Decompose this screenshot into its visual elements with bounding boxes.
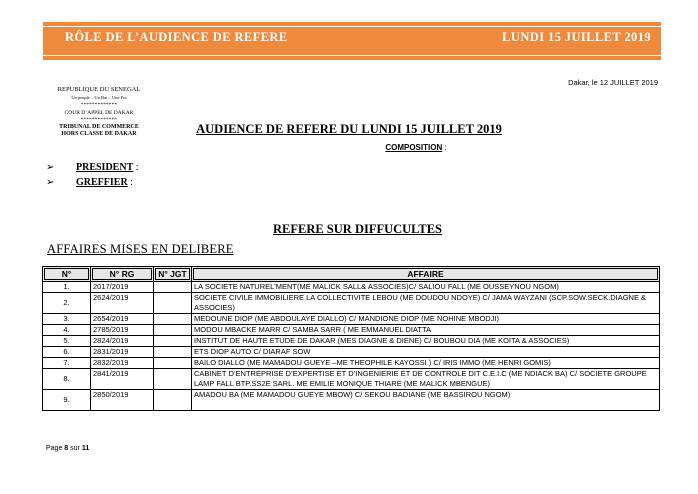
table-row bbox=[43, 390, 660, 411]
table-row bbox=[43, 293, 660, 314]
banner-title: RÔLE DE L’AUDIENCE DE REFERE bbox=[65, 30, 288, 44]
cell-rg: 2831/2019 bbox=[91, 347, 154, 358]
arrow-bullet-icon: ➢ bbox=[46, 162, 55, 173]
cell-jgt bbox=[154, 282, 192, 293]
footer-page-total: 11 bbox=[81, 445, 90, 452]
cell-num: 9. bbox=[43, 390, 91, 411]
cell-jgt bbox=[154, 293, 192, 314]
cell-num: 4. bbox=[43, 325, 91, 336]
date-line: Dakar, le 12 JUILLET 2019 bbox=[568, 78, 658, 87]
table-row bbox=[43, 282, 660, 293]
tribunal-name: TRIBUNAL DE COMMERCE bbox=[59, 124, 139, 130]
affaires-title: AFFAIRES MISES EN DELIBERE bbox=[47, 242, 234, 256]
cell-affaire: AMADOU BA (ME MAMADOU GUEYE MBOW) C/ SEKOU BADIANE (ME BASSIROU NGOM) bbox=[192, 390, 660, 411]
footer-of-label: sur bbox=[68, 445, 82, 452]
cell-affaire: ETS DIOP AUTO C/ DIARAF SOW bbox=[192, 347, 660, 358]
cell-rg: 2017/2019 bbox=[91, 282, 154, 293]
table-row bbox=[43, 325, 660, 336]
cell-jgt bbox=[154, 325, 192, 336]
cell-affaire: CABINET D’ENTREPRISE D’EXPERTISE ET D’INGENIERIE ET DE CONTROLE DIT C.E.I.C (ME NDIACK BA) C/ SOCIETE GROUPE LAMP FALL BTP.SS2E SARL. ME EMILIE MONIQUE THIARE (ME MALICK MBENGUE) bbox=[192, 369, 660, 390]
court-name: COUR D’APPEL DE DAKAR bbox=[64, 110, 134, 116]
greffier-suffix: : bbox=[127, 177, 133, 188]
header-num: N° bbox=[43, 267, 91, 282]
stars-separator: ************* bbox=[80, 118, 118, 123]
greffier-line bbox=[46, 177, 133, 188]
cell-num: 1. bbox=[43, 282, 91, 293]
greffier-label: GREFFIER bbox=[76, 177, 128, 188]
page-footer bbox=[46, 445, 89, 452]
table-header-row bbox=[43, 267, 660, 282]
cell-num: 7. bbox=[43, 358, 91, 369]
cell-jgt bbox=[154, 347, 192, 358]
arrow-bullet-icon: ➢ bbox=[46, 177, 55, 188]
cell-rg: 2841/2019 bbox=[91, 369, 154, 390]
cell-jgt bbox=[154, 358, 192, 369]
section-title: REFERE SUR DIFFUCULTES bbox=[272, 222, 443, 236]
table-row bbox=[43, 314, 660, 325]
composition-line bbox=[0, 143, 698, 152]
cell-affaire: INSTITUT DE HAUTE ETUDE DE DAKAR (MES DIAGNE & DIENE) C/ BOUBOU DIA (ME KOITA & ASSOCIES) bbox=[192, 336, 660, 347]
republic-motto: Un peuple – Un But – Une Foi bbox=[71, 95, 127, 100]
page-title: AUDIENCE DE REFERE DU LUNDI 15 JUILLET 2019 bbox=[196, 122, 502, 136]
cell-rg: 2850/2019 bbox=[91, 390, 154, 411]
composition-label: COMPOSITION bbox=[385, 143, 443, 152]
header-affaire: AFFAIRE bbox=[192, 267, 660, 282]
cell-num: 6. bbox=[43, 347, 91, 358]
cell-jgt bbox=[154, 369, 192, 390]
cell-num: 3. bbox=[43, 314, 91, 325]
composition-suffix: : bbox=[442, 143, 447, 152]
president-label: PRESIDENT bbox=[76, 162, 134, 173]
footer-page-label: Page bbox=[46, 445, 65, 452]
cell-affaire: MODOU MBACKE MARR C/ SAMBA SARR ( ME EMMANUEL DIATTA bbox=[192, 325, 660, 336]
cell-rg: 2824/2019 bbox=[91, 336, 154, 347]
president-line bbox=[46, 162, 139, 173]
stars-separator: ************* bbox=[80, 103, 118, 108]
footer-page-number: 8 bbox=[64, 445, 69, 452]
cases-table bbox=[42, 266, 660, 411]
cell-rg: 2654/2019 bbox=[91, 314, 154, 325]
cell-jgt bbox=[154, 390, 192, 411]
cell-num: 8. bbox=[43, 369, 91, 390]
republic-name: REPUBLIQUE DU SENEGAL bbox=[57, 86, 141, 93]
table-row bbox=[43, 347, 660, 358]
cell-num: 5. bbox=[43, 336, 91, 347]
cell-rg: 2624/2019 bbox=[91, 293, 154, 314]
tribunal-class: HORS CLASSE DE DAKAR bbox=[61, 131, 137, 137]
cell-rg: 2785/2019 bbox=[91, 325, 154, 336]
table-row bbox=[43, 369, 660, 390]
table-row bbox=[43, 336, 660, 347]
cell-affaire: BAILO DIALLO (ME MAMADOU GUEYE –ME THEOPHILE KAYOSSI ) C/ IRIS IMMO (ME HENRI GOMIS) bbox=[192, 358, 660, 369]
cell-num: 2. bbox=[43, 293, 91, 314]
table-row bbox=[43, 358, 660, 369]
header-jgt: N° JGT bbox=[154, 267, 192, 282]
cell-affaire: LA SOCIETE NATUREL'MENT(ME MALICK SALL& ASSOCIES)C/ SALIOU FALL (ME OUSSEYNOU NGOM) bbox=[192, 282, 660, 293]
cell-affaire: MEDOUNE DIOP (ME ABDOULAYE DIALLO) C/ MANDIONE DIOP (ME NOHINE MBODJI) bbox=[192, 314, 660, 325]
header-banner bbox=[43, 22, 661, 60]
header-rg: N° RG bbox=[91, 267, 154, 282]
cell-jgt bbox=[154, 336, 192, 347]
president-suffix: : bbox=[133, 162, 139, 173]
cell-jgt bbox=[154, 314, 192, 325]
cell-rg: 2832/2019 bbox=[91, 358, 154, 369]
banner-date: LUNDI 15 JUILLET 2019 bbox=[502, 30, 651, 44]
cell-affaire: SOCIETE CIVILE IMMOBILIERE LA COLLECTIVITE LEBOU (ME DOUDOU NDOYE) C/ JAMA WAYZANI (SCP.SOW.SECK.DIAGNE & ASSOCIES) bbox=[192, 293, 660, 314]
